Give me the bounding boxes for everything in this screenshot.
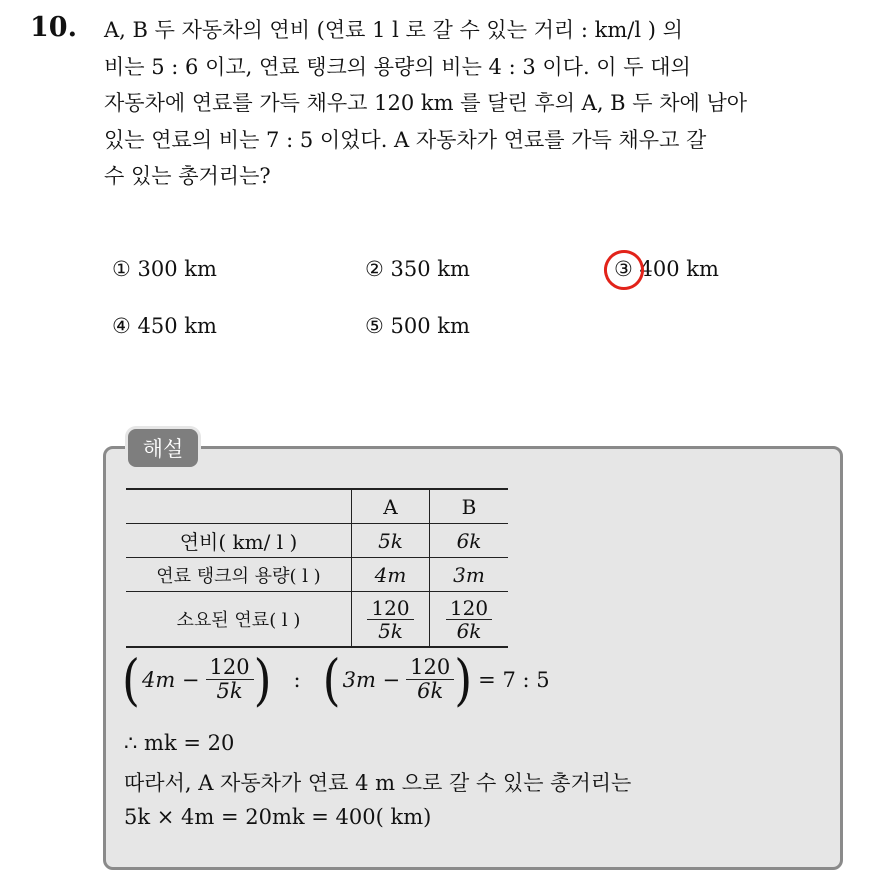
- right-paren: ): [454, 647, 473, 712]
- equation-colon: :: [293, 667, 301, 692]
- cell-a-capacity: 4m: [352, 558, 430, 592]
- therefore-line: ∴ mk = 20: [124, 731, 235, 755]
- table-header-empty: [126, 489, 352, 524]
- choice-3[interactable]: ③ 400 km: [614, 257, 719, 281]
- ratio-equation: [122, 647, 550, 712]
- choice-4[interactable]: ④ 450 km: [112, 314, 217, 338]
- fraction-numerator: 120: [367, 597, 413, 620]
- question-line: 수 있는 총거리는?: [104, 164, 271, 189]
- question-line: 자동차에 연료를 가득 채우고 120 km 를 달린 후의 A, B 두 차에 남아: [104, 91, 748, 116]
- cell-a-efficiency: 5k: [352, 524, 430, 558]
- final-answer-line: 5k × 4m = 20mk = 400( km): [124, 805, 432, 829]
- row-label-fuel-used: 소요된 연료( l ): [126, 592, 352, 648]
- equation-right-term: 3m −: [342, 667, 401, 692]
- fraction: [367, 597, 413, 642]
- fraction-denominator: 6k: [456, 618, 482, 643]
- question-text: [104, 12, 864, 195]
- question-line: A, B 두 자동차의 연비 (연료 1 l 로 갈 수 있는 거리 : km/l ) 의: [104, 18, 683, 42]
- left-paren: (: [122, 647, 140, 712]
- cell-b-capacity: 3m: [430, 558, 509, 592]
- answer-mark-circle: [600, 246, 649, 295]
- question-line: 있는 연료의 비는 7 : 5 이었다. A 자동차가 연료를 가득 채우고 갈: [104, 127, 707, 152]
- solution-text-line: 따라서, A 자동차가 연료 4 m 으로 갈 수 있는 총거리는: [124, 771, 632, 795]
- fraction-denominator: 5k: [216, 679, 243, 704]
- left-paren: (: [322, 647, 341, 712]
- fraction: [406, 656, 454, 703]
- choice-2[interactable]: ② 350 km: [365, 257, 470, 281]
- fraction: [206, 656, 254, 703]
- fraction-numerator: 120: [446, 597, 492, 620]
- choice-1[interactable]: ① 300 km: [112, 257, 217, 281]
- fraction-numerator: 120: [406, 656, 454, 680]
- cell-a-fuel-used: [352, 592, 430, 648]
- fraction: [446, 597, 492, 642]
- cell-b-fuel-used: [430, 592, 509, 648]
- question-number: 10.: [30, 12, 77, 43]
- table-header-a: A: [352, 489, 430, 524]
- fraction-numerator: 120: [206, 656, 254, 680]
- solution-tag: 해설: [128, 429, 198, 467]
- row-label-fuel-efficiency: 연비( km/ l ): [126, 524, 352, 558]
- table-header-b: B: [430, 489, 509, 524]
- cell-b-efficiency: 6k: [430, 524, 509, 558]
- equation-result: = 7 : 5: [478, 667, 550, 692]
- equation-left-term: 4m −: [141, 667, 200, 692]
- right-paren: ): [253, 647, 272, 712]
- row-label-tank-capacity: 연료 탱크의 용량( l ): [126, 558, 352, 592]
- choice-5[interactable]: ⑤ 500 km: [365, 314, 470, 338]
- fraction-denominator: 6k: [417, 679, 444, 704]
- question-line: 비는 5 : 6 이고, 연료 탱크의 용량의 비는 4 : 3 이다. 이 두 대의: [104, 54, 691, 79]
- fraction-denominator: 5k: [378, 618, 403, 643]
- solution-table: [126, 488, 508, 648]
